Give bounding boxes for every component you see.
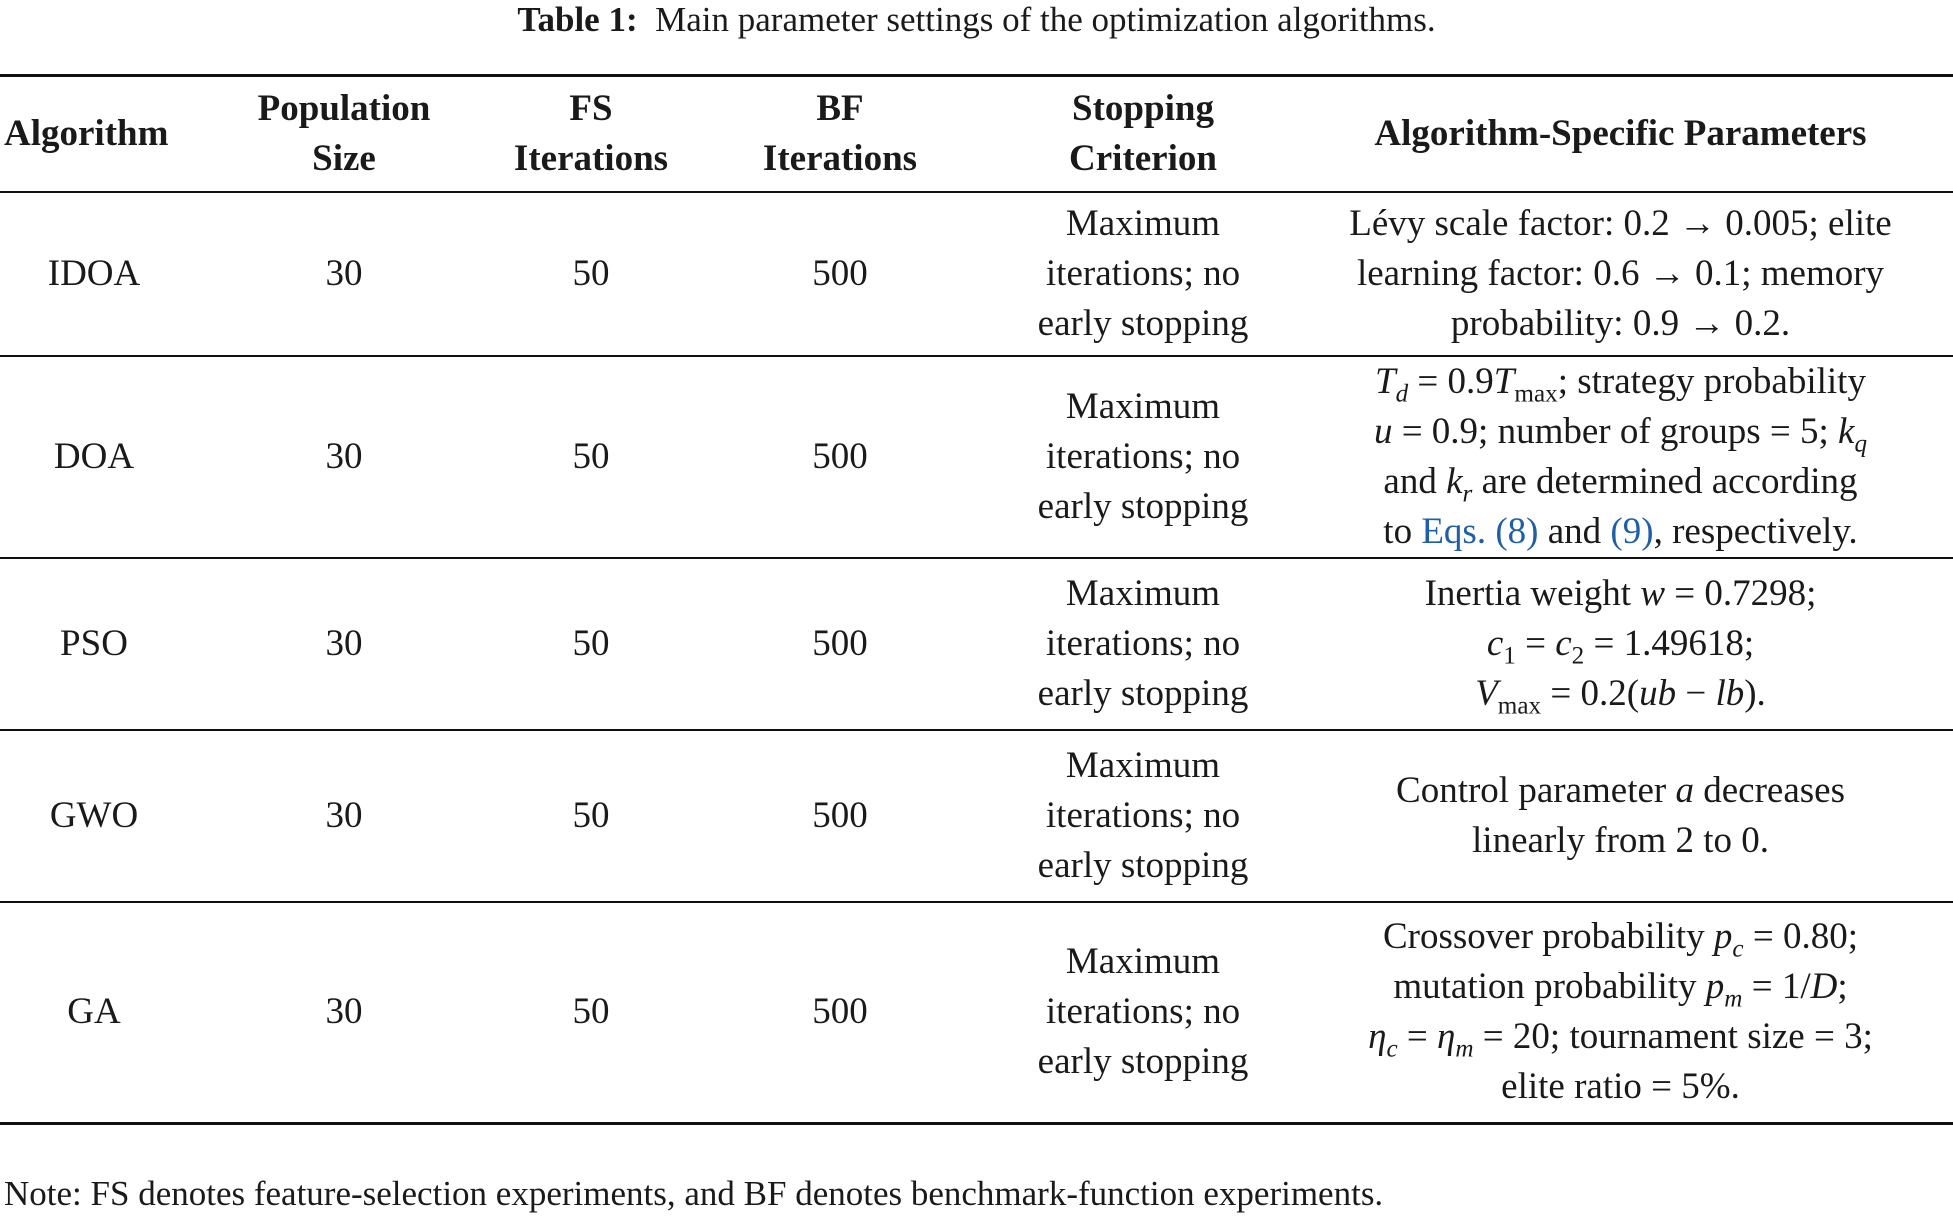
param-text: to	[1383, 510, 1422, 552]
stopping-line: Maximum	[1065, 941, 1221, 983]
header-population-line-2: Size	[312, 137, 376, 179]
math-symbol: c	[1486, 622, 1504, 664]
math-subscript: max	[1497, 691, 1542, 719]
cell-fs-iterations: 50	[572, 252, 610, 294]
param-text: and	[1538, 510, 1611, 552]
header-fs-line-1: FS	[569, 87, 613, 129]
header-stopping-line-2: Criterion	[1069, 137, 1217, 179]
math-subscript: 2	[1571, 641, 1585, 669]
param-text: ).	[1744, 672, 1766, 714]
param-line	[1288, 507, 1953, 557]
header-bf-line-2: Iterations	[762, 137, 918, 179]
cell-bf-iterations: 500	[812, 991, 868, 1033]
math-symbol: k	[1446, 460, 1463, 502]
math-subscript: m	[1455, 1035, 1474, 1063]
table-caption	[0, 0, 1953, 44]
cell-stopping-criterion	[998, 902, 1288, 1124]
parameter-table	[0, 74, 1953, 1125]
equation-8-link[interactable]: Eqs. (8)	[1421, 510, 1539, 552]
param-text: and	[1383, 460, 1447, 502]
param-text: = 0.9; number of groups = 5;	[1392, 410, 1839, 452]
header-population-line-1: Population	[257, 87, 431, 129]
param-line: learning factor: 0.6 → 0.1; memory	[1356, 252, 1885, 294]
param-line	[1288, 669, 1953, 719]
math-subscript: d	[1395, 379, 1409, 407]
cell-specific-parameters	[1288, 902, 1953, 1124]
cell-fs-iterations: 50	[572, 991, 610, 1033]
header-stopping-line-1: Stopping	[1072, 87, 1214, 129]
cell-stopping-criterion	[998, 730, 1288, 902]
cell-bf-iterations: 500	[812, 794, 868, 836]
math-symbol: k	[1838, 410, 1855, 452]
param-text: = 20; tournament size = 3;	[1473, 1016, 1873, 1058]
header-bf-iterations	[682, 76, 998, 192]
cell-fs-iterations: 50	[572, 794, 610, 836]
math-symbol: lb	[1715, 672, 1745, 714]
math-subscript: q	[1854, 429, 1868, 457]
table-row	[0, 730, 1953, 902]
param-text: = 1/	[1742, 966, 1811, 1008]
math-symbol: u	[1373, 410, 1393, 452]
stopping-line: Maximum	[1065, 744, 1221, 786]
cell-algorithm: PSO	[60, 622, 128, 664]
math-subscript: max	[1514, 379, 1558, 407]
math-subscript: c	[1386, 1035, 1398, 1063]
table-row	[0, 902, 1953, 1124]
stopping-line: iterations; no	[1045, 991, 1241, 1033]
param-line	[1288, 569, 1953, 619]
header-stopping-criterion	[998, 76, 1288, 192]
math-subscript: 1	[1503, 641, 1516, 669]
math-symbol: η	[1437, 1016, 1456, 1058]
cell-specific-parameters	[1288, 730, 1953, 902]
param-text: = 0.80;	[1743, 916, 1858, 958]
header-specific-parameters: Algorithm-Specific Parameters	[1374, 112, 1867, 154]
cell-algorithm: IDOA	[47, 252, 141, 294]
param-line	[1288, 407, 1953, 457]
param-line	[1288, 766, 1953, 816]
stopping-line: Maximum	[1065, 572, 1221, 614]
caption-text: Main parameter settings of the optimization algorithms.	[655, 0, 1436, 39]
math-symbol: ub	[1639, 672, 1677, 714]
header-fs-iterations	[500, 76, 682, 192]
header-fs-line-2: Iterations	[513, 137, 669, 179]
math-symbol: D	[1810, 966, 1838, 1008]
math-symbol: w	[1640, 572, 1666, 614]
math-subscript: c	[1732, 935, 1744, 963]
param-text: are determined according	[1472, 460, 1858, 502]
param-text: Inertia weight	[1424, 572, 1641, 614]
param-line	[1288, 912, 1953, 962]
param-text: mutation probability	[1393, 966, 1706, 1008]
param-text: = 0.7298;	[1665, 572, 1817, 614]
math-symbol: T	[1493, 360, 1515, 402]
param-text: ;	[1837, 966, 1848, 1008]
stopping-line: iterations; no	[1045, 794, 1241, 836]
cell-bf-iterations: 500	[812, 622, 868, 664]
math-symbol: a	[1675, 769, 1694, 811]
cell-stopping-criterion	[998, 558, 1288, 730]
math-symbol: p	[1705, 966, 1725, 1008]
math-symbol: c	[1555, 622, 1572, 664]
table-row	[0, 192, 1953, 356]
param-line: elite ratio = 5%.	[1501, 1066, 1740, 1108]
cell-algorithm: GA	[67, 991, 121, 1033]
param-text: = 0.9	[1408, 360, 1494, 402]
cell-specific-parameters	[1288, 356, 1953, 558]
param-text: ; strategy probability	[1557, 360, 1866, 402]
stopping-line: early stopping	[1037, 485, 1249, 527]
cell-bf-iterations: 500	[812, 252, 868, 294]
param-text: , respectively.	[1653, 510, 1858, 552]
cell-stopping-criterion	[998, 192, 1288, 356]
header-bf-line-1: BF	[816, 87, 864, 129]
math-symbol: η	[1368, 1016, 1387, 1058]
stopping-line: Maximum	[1065, 385, 1221, 427]
header-row	[0, 76, 1953, 192]
param-line: probability: 0.9 → 0.2.	[1450, 302, 1791, 344]
stopping-line: early stopping	[1037, 1041, 1249, 1083]
header-algorithm: Algorithm	[4, 112, 169, 154]
cell-bf-iterations: 500	[812, 435, 868, 477]
stopping-line: early stopping	[1037, 302, 1249, 344]
cell-specific-parameters	[1288, 192, 1953, 356]
table-row	[0, 558, 1953, 730]
cell-fs-iterations: 50	[572, 435, 610, 477]
stopping-line: iterations; no	[1045, 435, 1241, 477]
param-line	[1288, 457, 1953, 507]
caption-label: Table 1:	[517, 0, 638, 39]
cell-algorithm: GWO	[49, 794, 139, 836]
stopping-line: Maximum	[1065, 202, 1221, 244]
param-line	[1288, 962, 1953, 1012]
param-line	[1288, 357, 1953, 407]
cell-population: 30	[325, 622, 363, 664]
math-symbol: V	[1475, 672, 1498, 714]
header-population-size	[188, 76, 500, 192]
param-text: Crossover probability	[1383, 916, 1714, 958]
param-text: Control parameter	[1396, 769, 1676, 811]
equation-9-link[interactable]: (9)	[1610, 510, 1654, 552]
table-note: Note: FS denotes feature-selection experiments, and BF denotes benchmark-function experiments.	[4, 1174, 1384, 1213]
cell-population: 30	[325, 991, 363, 1033]
param-line	[1288, 1012, 1953, 1062]
cell-population: 30	[325, 794, 363, 836]
param-text: =	[1397, 1016, 1438, 1058]
cell-fs-iterations: 50	[572, 622, 610, 664]
cell-population: 30	[325, 252, 363, 294]
cell-specific-parameters	[1288, 558, 1953, 730]
param-text: = 1.49618;	[1584, 622, 1755, 664]
param-line: Lévy scale factor: 0.2 → 0.005; elite	[1349, 202, 1892, 244]
table-row	[0, 356, 1953, 558]
stopping-line: early stopping	[1037, 844, 1249, 886]
math-symbol: p	[1713, 916, 1733, 958]
param-text: = 0.2(	[1541, 672, 1640, 714]
stopping-line: iterations; no	[1045, 622, 1241, 664]
math-subscript: r	[1462, 479, 1473, 507]
param-line	[1288, 619, 1953, 669]
cell-algorithm: DOA	[53, 435, 135, 477]
cell-stopping-criterion	[998, 356, 1288, 558]
param-line: linearly from 2 to 0.	[1472, 819, 1769, 861]
stopping-line: iterations; no	[1045, 252, 1241, 294]
cell-population: 30	[325, 435, 363, 477]
param-text: decreases	[1693, 769, 1845, 811]
param-text: −	[1676, 672, 1716, 714]
stopping-line: early stopping	[1037, 672, 1249, 714]
math-subscript: m	[1724, 985, 1743, 1013]
param-text: =	[1515, 622, 1556, 664]
math-symbol: T	[1375, 360, 1396, 402]
